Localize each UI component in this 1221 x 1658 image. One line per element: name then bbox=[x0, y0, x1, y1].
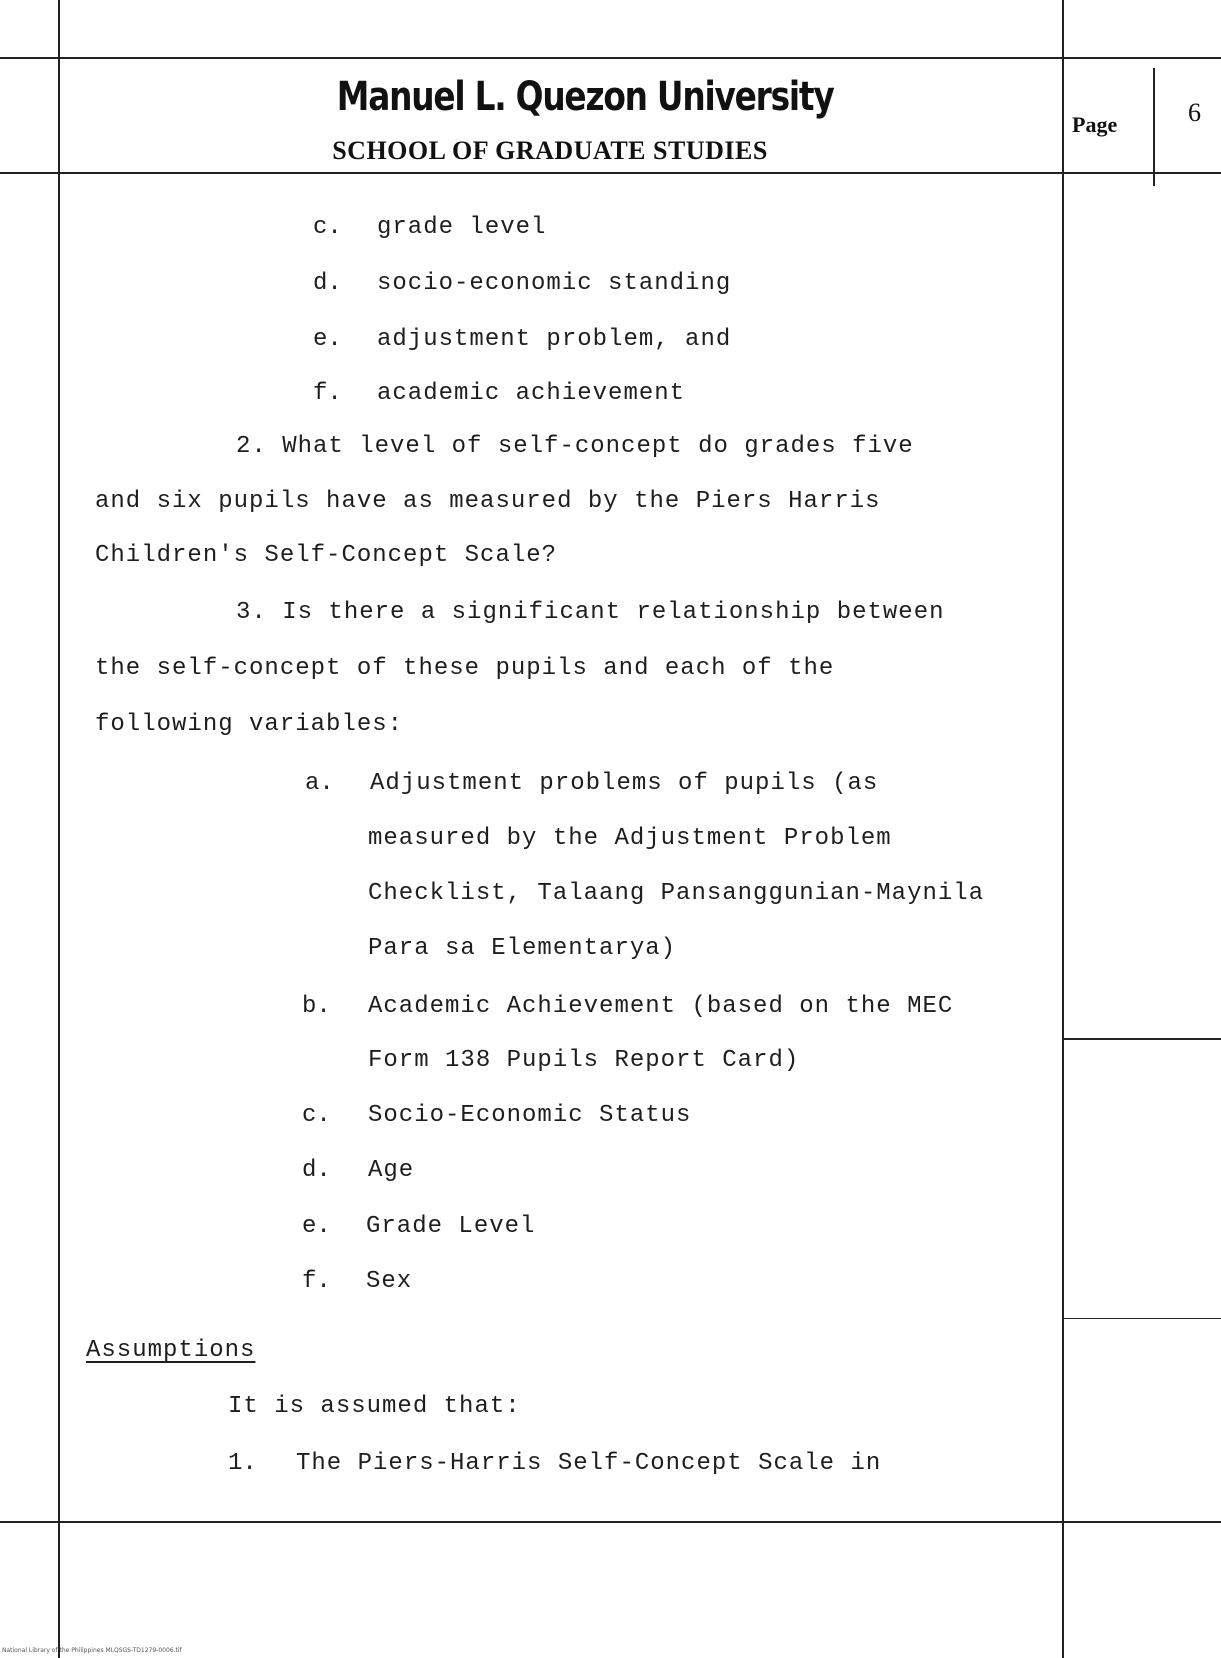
bottom-horizontal-rule bbox=[0, 1521, 1221, 1523]
question-3-line-1: 3. Is there a significant relationship between bbox=[236, 599, 945, 626]
list2-item-a-line-4: Para sa Elementarya) bbox=[368, 935, 677, 962]
list2-marker-a: a. bbox=[305, 770, 334, 797]
list2-marker-c: c. bbox=[302, 1102, 331, 1129]
top-horizontal-rule bbox=[0, 57, 1221, 59]
question-3-line-2: the self-concept of these pupils and each of the bbox=[95, 655, 835, 682]
list1-marker-f: f. bbox=[313, 380, 342, 407]
question-2-line-3: Children's Self-Concept Scale? bbox=[95, 542, 558, 569]
header-bottom-rule bbox=[0, 172, 1221, 174]
list1-item-d: socio-economic standing bbox=[377, 270, 732, 297]
list1-marker-c: c. bbox=[313, 214, 342, 241]
page-box-divider bbox=[1153, 68, 1155, 186]
list1-item-f: academic achievement bbox=[377, 380, 686, 407]
assumption-1-text: The Piers-Harris Self-Concept Scale in bbox=[296, 1450, 882, 1477]
school-name: SCHOOL OF GRADUATE STUDIES bbox=[332, 136, 768, 165]
list2-item-b-line-1: Academic Achievement (based on the MEC bbox=[368, 993, 954, 1020]
page-label: Page bbox=[1072, 112, 1118, 137]
right-column-rule-upper bbox=[1062, 1038, 1221, 1040]
assumption-1-marker: 1. bbox=[228, 1450, 257, 1477]
list2-item-a-line-3: Checklist, Talaang Pansanggunian-Maynila bbox=[368, 880, 985, 907]
page-number: 6 bbox=[1188, 98, 1201, 127]
list2-marker-f: f. bbox=[302, 1268, 331, 1295]
left-margin-rule bbox=[58, 0, 60, 1658]
question-3-line-3: following variables: bbox=[95, 711, 404, 738]
assumptions-intro: It is assumed that: bbox=[228, 1393, 521, 1420]
scan-caption: National Library of the Philippines MLQSGS-TD1279-0006.tif bbox=[2, 1647, 182, 1654]
list2-item-d: Age bbox=[368, 1157, 415, 1184]
list2-marker-e: e. bbox=[302, 1213, 331, 1240]
list2-item-c: Socio-Economic Status bbox=[368, 1102, 692, 1129]
right-column-rule-lower bbox=[1062, 1318, 1221, 1319]
question-2-line-2: and six pupils have as measured by the Piers Harris bbox=[95, 488, 881, 515]
list2-item-b-line-2: Form 138 Pupils Report Card) bbox=[368, 1047, 800, 1074]
list2-item-a-line-1: Adjustment problems of pupils (as bbox=[370, 770, 879, 797]
list1-item-e: adjustment problem, and bbox=[377, 326, 732, 353]
list1-marker-d: d. bbox=[313, 270, 342, 297]
question-2-line-1: 2. What level of self-concept do grades five bbox=[236, 433, 914, 460]
list2-marker-b: b. bbox=[302, 993, 331, 1020]
list2-item-a-line-2: measured by the Adjustment Problem bbox=[368, 825, 892, 852]
list2-marker-d: d. bbox=[302, 1157, 331, 1184]
list2-item-f: Sex bbox=[366, 1268, 413, 1295]
list1-marker-e: e. bbox=[313, 326, 342, 353]
list2-item-e: Grade Level bbox=[366, 1213, 536, 1240]
assumptions-heading: Assumptions bbox=[86, 1337, 256, 1364]
university-name: Manuel L. Quezon University bbox=[336, 74, 834, 120]
right-margin-rule bbox=[1062, 0, 1064, 1658]
list1-item-c: grade level bbox=[377, 214, 547, 241]
